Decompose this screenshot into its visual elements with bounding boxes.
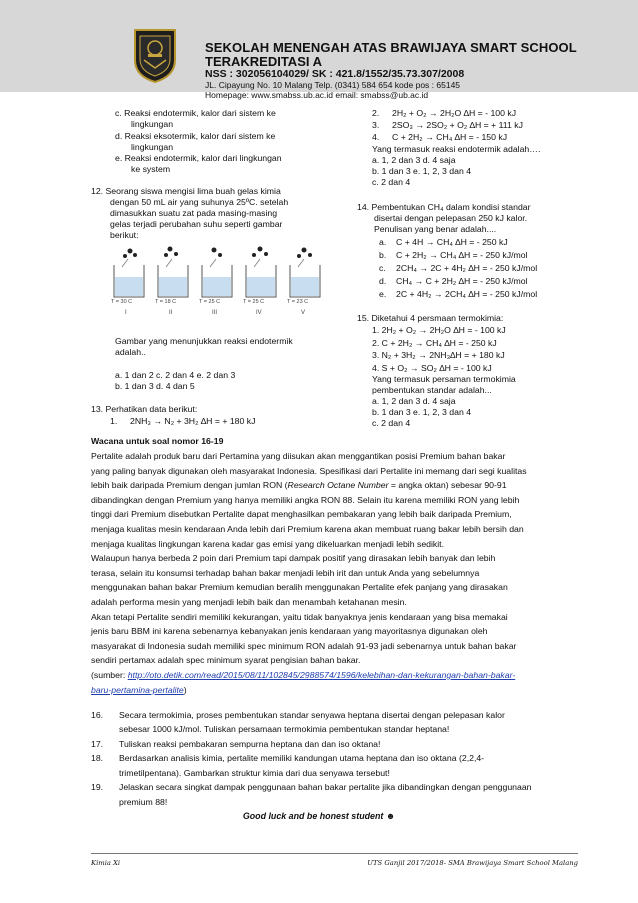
q14-option-a-letter: a. — [379, 237, 387, 247]
beaker-temp-1: T = 30 C — [111, 299, 133, 305]
question-17-num: 17. — [91, 739, 104, 749]
question-19-num: 19. — [91, 782, 104, 792]
q14-line1: 14. Pembentukan CH₄ dalam kondisi standar — [357, 202, 531, 212]
q12-line1: 12. Seorang siswa mengisi lima buah gelas kimia — [91, 186, 281, 196]
question-18-line2: trimetilpentana). Gambarkan struktur kimia dari dua senyawa tersebut! — [119, 768, 390, 778]
address-line: JL. Cipayung No. 10 Malang Telp. (0341) 584 654 kode pos : 65145 — [205, 80, 461, 90]
q13-eq4-num: 4. — [372, 132, 380, 142]
passage-line: Pertalite adalah produk baru dari Pertamina yang diisukan akan menggantikan posisi Premium bahan bakar — [91, 451, 506, 461]
beaker-temp-4: T = 25 C — [243, 299, 265, 305]
q15-eq4: 4. S + O₂ → SO₂ ∆H = - 100 kJ — [372, 363, 492, 373]
question-17-line1: Tuliskan reaksi pembakaran sempurna heptana dan dan iso oktana! — [119, 739, 381, 749]
footer-subject: Kimia Xi — [91, 859, 121, 867]
footer-exam: UTS Ganjil 2017/2018- SMA Brawijaya Smart School Malang — [367, 859, 578, 867]
footer-rule — [91, 853, 578, 854]
passage-line: masyarakat di Indonesia sudah memiliki spec minimum RON adalah 91-93 jadi sebenarnya untuk bahan bakar — [91, 640, 517, 651]
q14-option-e: 2C + 4H₂ → 2CH₄ ∆H = - 250 kJ/mol — [396, 289, 538, 299]
q15-ask-line2: pembentukan standar adalah... — [372, 385, 492, 395]
q12-line5: berikut: — [110, 230, 139, 240]
beaker-temp-3: T = 25 C — [199, 299, 221, 305]
question-18-line1: Berdasarkan analisis kimia, pertalite memiliki kandungan utama heptana dan iso oktana (2,2,4- — [119, 753, 485, 763]
beaker-label-2: II — [169, 310, 173, 316]
source-link[interactable]: http://oto.detik.com/read/2015/08/11/102845/2988574/1596/kelebihan-dan-kekurangan-bahan-bakar- — [127, 670, 516, 680]
beaker-label-4: IV — [256, 310, 262, 316]
q13-options-row3: c. 2 dan 4 — [372, 177, 411, 187]
question-16-line1: Secara termokimia, proses pembentukan standar senyawa heptana disertai dengan pelepasan kalor — [119, 710, 505, 720]
passage-line: adalah performa mesin yang menjadi lebih baik dan menambah ketahanan mesin. — [91, 596, 407, 607]
passage-line: menjaga kualitas mesin kendaraan Anda lebih dari Premium karena akan membuat ruang bakar lebih bersih dan — [91, 523, 524, 534]
beaker-temp-2: T = 18 C — [155, 299, 177, 305]
q12-options-row1: a. 1 dan 2 c. 2 dan 4 e. 2 dan 3 — [115, 370, 236, 380]
q15-eq3: 3. N₂ + 3H₂ → 2NH₃∆H = + 180 kJ — [372, 350, 505, 360]
passage-line: tinggi dari Premium disebutkan Pertalite dapat menghasilkan pembakaran yang lebih baik daripada Premium, — [91, 509, 512, 520]
beaker-label-5: V — [301, 310, 306, 316]
question-16-line2: sebesar 1000 kJ/mol. Tuliskan persamaan termokimia pembentukan standar heptana! — [119, 724, 450, 734]
question-16-num: 16. — [91, 710, 104, 720]
passage-title: Wacana untuk soal nomor 16-19 — [91, 436, 224, 446]
beaker-temp-5: T = 23 C — [287, 299, 309, 305]
source-link-cont[interactable]: baru-pertamina-pertalite — [91, 685, 184, 695]
q12-ask-line1: Gambar yang menunjukkan reaksi endotermik — [115, 336, 293, 346]
passage-source-cont — [91, 683, 187, 698]
q15-ask-line1: Yang termasuk persaman termokimia — [372, 374, 516, 384]
q14-option-c: 2CH₄ → 2C + 4H₂ ∆H = - 250 kJ/mol — [396, 263, 538, 273]
passage-body — [91, 449, 581, 668]
q13-eq1: 2NH₃ → N₂ + 3H₂ ∆H = + 180 kJ — [130, 416, 256, 426]
school-name: SEKOLAH MENENGAH ATAS BRAWIJAYA SMART SCHOOL — [205, 40, 577, 55]
passage-line: terasa, selain itu konsumsi terhadap bahan bakar menjadi lebih irit dan untuk Anda yang sebelumnya — [91, 567, 480, 578]
q12-ask-line2: adalah.. — [115, 347, 146, 357]
q15-options-row2: b. 1 dan 3 e. 1, 2, 3 dan 4 — [372, 407, 472, 417]
q14-option-b-letter: b. — [379, 250, 387, 260]
q11-option-d-cont: lingkungan — [131, 142, 174, 152]
q14-line3: Penulisan yang benar adalah.... — [374, 224, 497, 234]
beaker-figure — [108, 245, 333, 323]
beaker-drawing — [108, 245, 333, 323]
q11-option-c: c. Reaksi endotermik, kalor dari sistem ke — [115, 108, 276, 118]
question-18-num: 18. — [91, 753, 104, 763]
q14-option-c-letter: c. — [379, 263, 386, 273]
q14-option-e-letter: e. — [379, 289, 387, 299]
q15-options-row1: a. 1, 2 dan 3 d. 4 saja — [372, 396, 456, 406]
web-line: Homepage: www.smabss.ub.ac.id email: smabss@ub.ac.id — [205, 90, 429, 100]
q11-option-e: e. Reaksi endotermik, kalor dari lingkungan — [115, 153, 282, 163]
passage-line: Walaupun hanya berbeda 2 poin dari Premium tapi dampak positif yang dirasakan lebih banyak dan lebih — [91, 553, 496, 564]
q13-eq1-num: 1. — [110, 416, 118, 426]
q11-option-c-cont: lingkungan — [131, 119, 174, 129]
beaker-label-1: I — [125, 310, 127, 316]
passage-line: menjaga kualitas lingkungan karena kadar gas emisi yang dikeluarkan menjadi lebih sedikit. — [91, 538, 445, 549]
q12-line2: dengan 50 mL air yang suhunya 25ºC. setelah — [110, 197, 289, 207]
q13-options-row1: a. 1, 2 dan 3 d. 4 saja — [372, 155, 456, 165]
q15-eq2: 2. C + 2H₂ → CH₄ ∆H = - 250 kJ — [372, 338, 497, 348]
passage-line: yang paling banyak digunakan oleh masyarakat Indonesia. Spesifikasi dari Pertalite ini memang dari segi kualitas — [91, 465, 527, 476]
q11-option-e-cont: ke system — [131, 164, 171, 174]
q14-option-d: CH₄ → C + 2H₂ ∆H = - 250 kJ/mol — [396, 276, 528, 286]
accreditation: TERAKREDITASI A — [205, 54, 322, 69]
passage-line: jenis baru BBM ini karena sebenarnya kebanyakan jenis kendaraan yang mayoritasnya digunakan oleh — [91, 626, 488, 637]
q14-option-a: C + 4H → CH₄ ∆H = - 250 kJ — [396, 237, 508, 247]
question-19-line2: premium 88! — [119, 797, 168, 807]
q13-options-row2: b. 1 dan 3 e. 1, 2, 3 dan 4 — [372, 166, 472, 176]
q14-option-b: C + 2H₂ → CH₄ ∆H = - 250 kJ/mol — [396, 250, 528, 260]
q13-eq3-num: 3. — [372, 120, 380, 130]
q13-eq2-num: 2. — [372, 108, 380, 118]
passage-source — [91, 668, 515, 683]
q13-title: 13. Perhatikan data berikut: — [91, 404, 198, 414]
passage-line: dibandingkan dengan Premium yang hanya memiliki angka RON 88. Selain itu karena memiliki RON yang lebih — [91, 494, 520, 505]
q14-line2: disertai dengan pelepasan 250 kJ kalor. — [374, 213, 528, 223]
q15-options-row3: c. 2 dan 4 — [372, 418, 411, 428]
passage-line: lebih baik daripada Premium dengan jumlan RON (Research Octane Number = angka oktan) sebesar 90-91 — [91, 480, 507, 491]
question-19-line1: Jelaskan secara singkat dampak penggunaan bahan bakar pertalite jika dibandingkan dengan penggunaan — [119, 782, 532, 792]
passage-line: sendiri pertamax adalah spec minimum syarat pengisian bahan bakar. — [91, 655, 361, 666]
source-suffix: ) — [183, 685, 187, 695]
q15-eq1: 1. 2H₂ + O₂ → 2H₂O ∆H = - 100 kJ — [372, 325, 506, 335]
q12-line4: gelas terjadi perubahan suhu seperti gambar — [110, 219, 283, 229]
school-logo — [130, 26, 180, 84]
nss-line: NSS : 302056104029/ SK : 421.8/1552/35.73.307/2008 — [205, 68, 465, 80]
source-prefix: (sumber: — [91, 670, 128, 680]
closing-message: Good luck and be honest student ☻ — [242, 811, 396, 821]
passage-line: menggunakan bahan bakar Premium kemudian beralih menggunakan Pertalite efek panjang yang dirasakan — [91, 582, 508, 593]
q13-eq4: C + 2H₂ → CH₄ ∆H = - 150 kJ — [392, 132, 508, 142]
q12-options-row2: b. 1 dan 3 d. 4 dan 5 — [115, 381, 195, 391]
beaker-label-3: III — [212, 310, 218, 316]
q12-line3: dimasukkan suatu zat pada masing-masing — [110, 208, 278, 218]
q13-eq3: 2SO₃ → 2SO₂ + O₂ ∆H = + 111 kJ — [392, 120, 523, 130]
passage-line: Akan tetapi Pertalite sendiri memiliki kekurangan, yaitu tidak banyaknya jenis kendaraan yang bisa memakai — [91, 611, 508, 622]
q14-option-d-letter: d. — [379, 276, 387, 286]
q15-title: 15. Diketahui 4 persmaan termokimia: — [357, 313, 504, 323]
q13-eq2: 2H₂ + O₂ → 2H₂O ∆H = - 100 kJ — [392, 108, 517, 118]
q11-option-d: d. Reaksi eksotermik, kalor dari sistem ke — [115, 131, 276, 141]
q13-ask: Yang termasuk reaksi endotermik adalah…. — [372, 144, 541, 154]
